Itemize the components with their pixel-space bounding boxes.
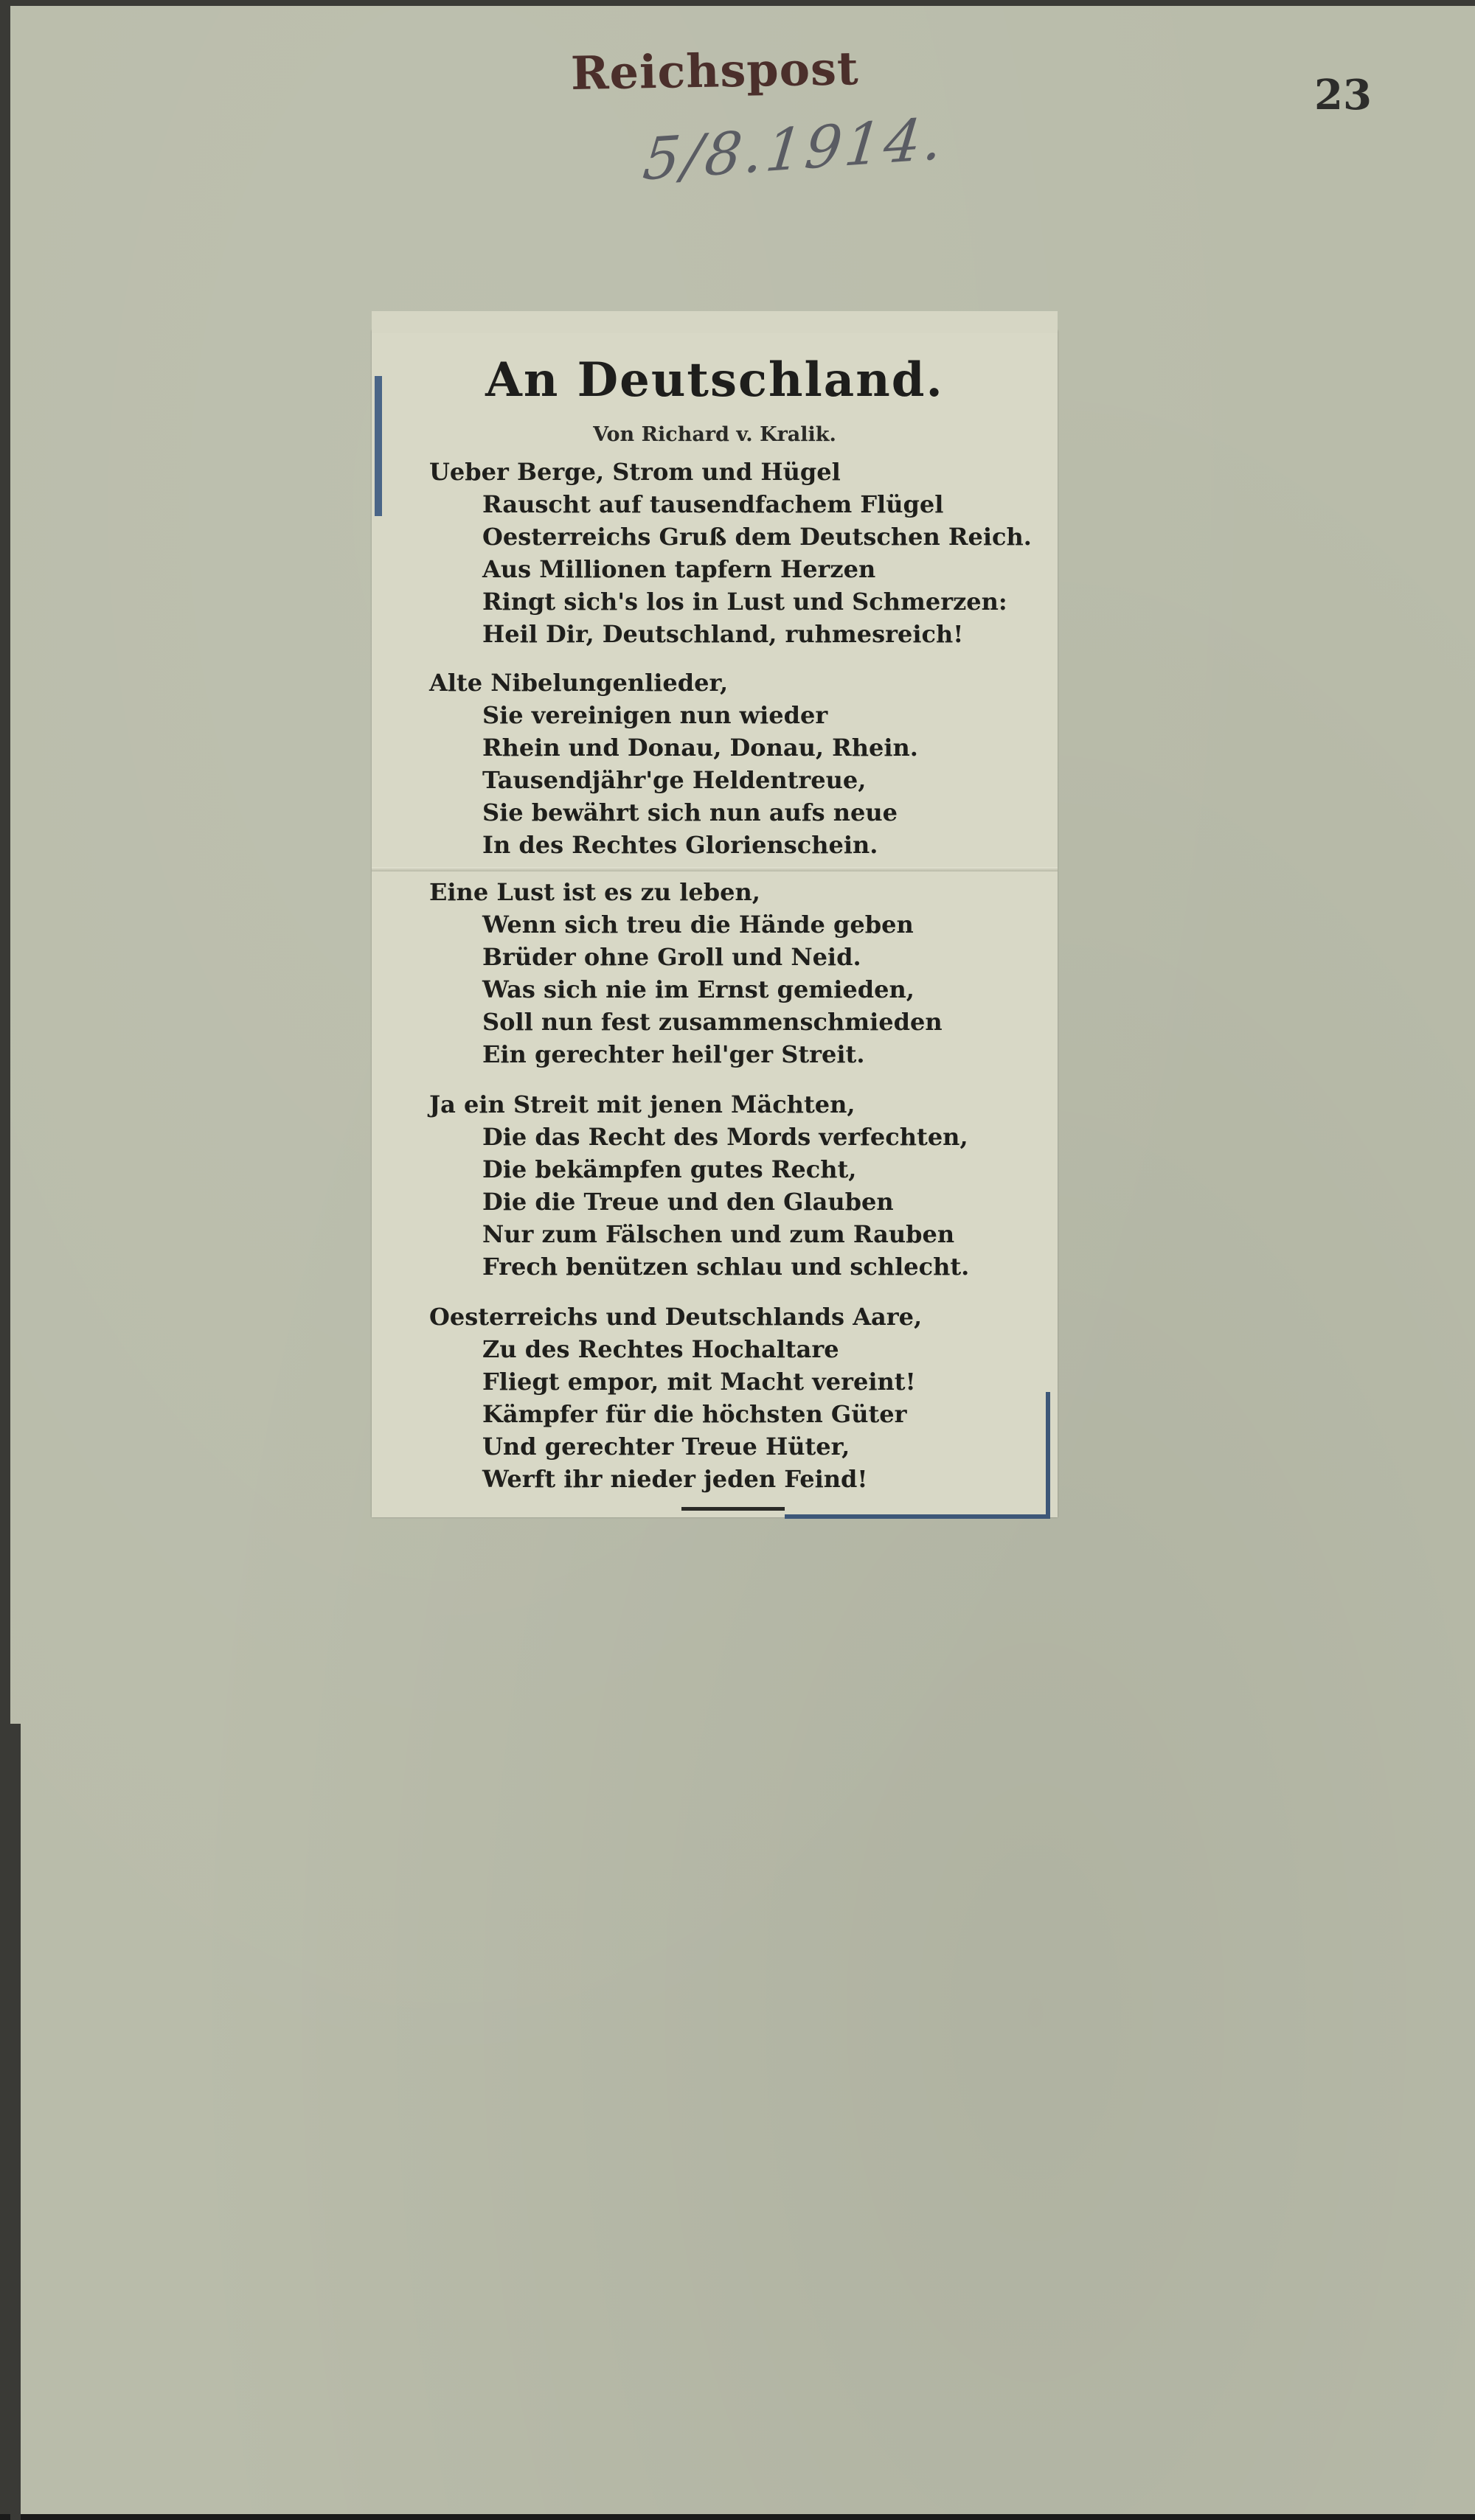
poem-line: Die das Recht des Mords verfechten, (482, 1123, 968, 1151)
poem-line: Heil Dir, Deutschland, ruhmesreich! (482, 620, 964, 648)
poem-line: Und gerechter Treue Hüter, (482, 1433, 850, 1461)
poem-line: Ja ein Streit mit jenen Mächten, (429, 1090, 856, 1118)
poem-line: Zu des Rechtes Hochaltare (482, 1335, 839, 1363)
newspaper-clipping (372, 330, 1058, 1517)
poem-line: Rauscht auf tausendfachem Flügel (482, 490, 944, 518)
poem-line: Oesterreichs und Deutschlands Aare, (429, 1303, 923, 1331)
fold-crease (372, 867, 1058, 871)
blue-pencil-mark-bottom (785, 1514, 1050, 1519)
poem-line: Fliegt empor, mit Macht vereint! (482, 1368, 916, 1396)
poem-line: Oesterreichs Gruß dem Deutschen Reich. (482, 523, 1032, 551)
poem-title: An Deutschland. (485, 352, 944, 408)
poem-line: Ueber Berge, Strom und Hügel (429, 458, 841, 486)
poem-line: Ein gerechter heil'ger Streit. (482, 1040, 865, 1068)
poem-line: Was sich nie im Ernst gemieden, (482, 975, 914, 1003)
handwritten-date: 5/8.1914. (639, 105, 948, 194)
poem-line: Kämpfer für die höchsten Güter (482, 1400, 907, 1428)
stanza (429, 1301, 1049, 1495)
poem-line: Sie bewährt sich nun aufs neue (482, 798, 898, 826)
poem-line: Die die Treue und den Glauben (482, 1188, 894, 1216)
poem-line: In des Rechtes Glorienschein. (482, 831, 878, 859)
poem-line: Werft ihr nieder jeden Feind! (482, 1465, 868, 1493)
poem-line: Wenn sich treu die Hände geben (482, 911, 914, 939)
end-rule (681, 1507, 785, 1511)
clipping-torn-top (372, 311, 1058, 333)
poem-line: Alte Nibelungenlieder, (429, 669, 729, 697)
page-number: 23 (1314, 71, 1372, 119)
poem-author: Von Richard v. Kralik. (593, 423, 836, 446)
stanza (429, 666, 1049, 861)
stanza (429, 456, 1049, 650)
stanza (429, 1088, 1049, 1283)
poem-line: Soll nun fest zusammenschmieden (482, 1008, 943, 1036)
poem-line: Brüder ohne Groll und Neid. (482, 943, 861, 971)
poem-line: Sie vereinigen nun wieder (482, 701, 828, 729)
poem-line: Aus Millionen tapfern Herzen (482, 555, 876, 583)
poem-line: Eine Lust ist es zu leben, (429, 878, 760, 906)
poem-line: Tausendjähr'ge Heldentreue, (482, 766, 867, 794)
torn-left-edge (10, 1724, 21, 2520)
poem-line: Rhein und Donau, Donau, Rhein. (482, 734, 918, 762)
poem-line: Frech benützen schlau und schlecht. (482, 1253, 970, 1281)
poem-line: Die bekämpfen gutes Recht, (482, 1155, 857, 1183)
poem-line: Nur zum Fälschen und zum Rauben (482, 1220, 955, 1248)
publisher-stamp: Reichspost (570, 41, 860, 100)
stanza (429, 876, 1049, 1071)
poem-line: Ringt sich's los in Lust und Schmerzen: (482, 588, 1007, 616)
